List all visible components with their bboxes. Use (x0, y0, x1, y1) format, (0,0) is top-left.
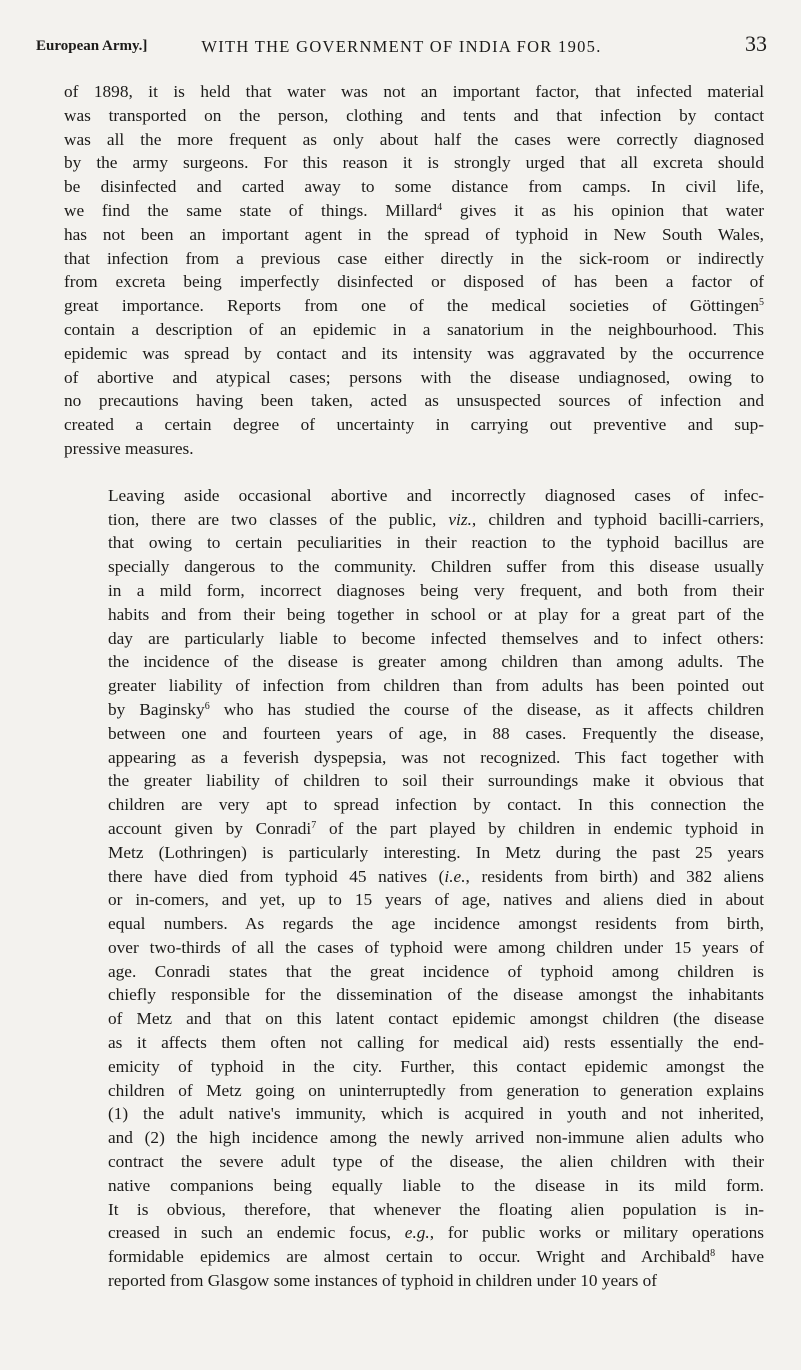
text-line: we find the same state of things. Millard$^4$ gives it as his opinion that water (64, 200, 764, 220)
text-line: It is obvious, therefore, that whenever the floating alien population is in- (108, 1199, 764, 1219)
text-line: from excreta being imperfectly disinfected or disposed of has been a factor of (64, 272, 764, 292)
text-line: between one and fourteen years of age, in 88 cases. Frequently the disease, (108, 723, 764, 743)
text-line: was all the more frequent as only about half the cases were correctly diagnosed (64, 129, 764, 149)
text-line: equal numbers. As regards the age incidence amongst residents from birth, (108, 914, 764, 934)
text-line: specially dangerous to the community. Children suffer from this disease usually (108, 557, 764, 577)
text-line: the greater liability of children to soil their surroundings make it obvious that (108, 771, 764, 791)
text-line: by the army surgeons. For this reason it is strongly urged that all excreta should (64, 153, 764, 173)
text-line: of abortive and atypical cases; persons with the disease undiagnosed, owing to (64, 367, 764, 387)
text-line: that infection from a previous case either directly in the sick-room or indirectly (64, 248, 764, 268)
paragraph-1 (64, 80, 764, 461)
text-line: Metz (Lothringen) is particularly interesting. In Metz during the past 25 years (108, 842, 764, 862)
page-number: 33 (745, 31, 767, 56)
text-line: formidable epidemics are almost certain to occur. Wright and Archibald$^8$ have (108, 1247, 764, 1267)
text-line: and (2) the high incidence among the newly arrived non-immune alien adults who (108, 1128, 764, 1148)
text-line: tion, there are two classes of the public, viz., children and typhoid bacilli-carriers, (108, 509, 764, 529)
text-line: as it affects them often not calling for medical aid) rests essentially the end- (108, 1033, 764, 1053)
text-line: account given by Conradi$^7$ of the part played by children in endemic typhoid in (108, 818, 764, 838)
text-line: that owing to certain peculiarities in their reaction to the typhoid bacillus are (108, 533, 764, 553)
text-line: chiefly responsible for the dissemination of the disease amongst the inhabitants (108, 985, 764, 1005)
text-line: Leaving aside occasional abortive and incorrectly diagnosed cases of infec- (108, 485, 764, 505)
text-line: created a certain degree of uncertainty in carrying out preventive and sup- (64, 415, 764, 435)
text-line: reported from Glasgow some instances of typhoid in children under 10 years of (108, 1271, 658, 1291)
text-line: over two-thirds of all the cases of typhoid were among children under 15 years of (108, 937, 764, 957)
text-line: children are very apt to spread infection by contact. In this connection the (108, 795, 764, 815)
text-line: there have died from typhoid 45 natives (i.e., residents from birth) and 382 aliens (108, 866, 764, 886)
text-line: creased in such an endemic focus, e.g., for public works or military operations (108, 1223, 764, 1243)
text-line: emicity of typhoid in the city. Further, this contact epidemic amongst the (108, 1056, 764, 1076)
text-line: be disinfected and carted away to some distance from camps. In civil life, (64, 177, 764, 197)
text-line: epidemic was spread by contact and its intensity was aggravated by the occurrence (64, 343, 764, 363)
text-line: has not been an important agent in the spread of typhoid in New South Wales, (64, 224, 764, 244)
text-line: contract the severe adult type of the disease, the alien children with their (108, 1152, 764, 1172)
text-line: native companions being equally liable to the disease in its mild form. (108, 1175, 764, 1195)
text-line: great importance. Reports from one of the medical societies of Göttingen$^5$ (64, 296, 764, 316)
text-line: no precautions having been taken, acted as unsuspected sources of infection and (64, 391, 764, 411)
text-line: or in-comers, and yet, up to 15 years of age, natives and aliens died in about (108, 890, 764, 910)
header-section-label: European Army.] (36, 38, 148, 54)
running-header (36, 28, 767, 58)
text-line: by Baginsky$^6$ who has studied the course of the disease, as it affects children (108, 699, 765, 719)
text-line: was transported on the person, clothing and tents and that infection by contact (64, 105, 764, 125)
text-line: the incidence of the disease is greater among children than among adults. The (108, 652, 764, 672)
text-line: in a mild form, incorrect diagnoses being very frequent, and both from their (108, 580, 764, 600)
text-line: age. Conradi states that the great incidence of typhoid among children is (108, 961, 764, 981)
paragraph-2 (64, 484, 764, 1293)
body-text (64, 80, 764, 1293)
text-line: children of Metz going on uninterruptedly from generation to generation explains (108, 1080, 764, 1100)
header-title: WITH THE GOVERNMENT OF INDIA FOR 1905. (201, 37, 602, 56)
text-line: pressive measures. (64, 438, 194, 458)
text-line: contain a description of an epidemic in a sanatorium in the neighbourhood. This (64, 319, 764, 339)
text-line: (1) the adult native's immunity, which is acquired in youth and not inherited, (108, 1104, 764, 1124)
text-line: habits and from their being together in school or at play for a great part of the (108, 604, 764, 624)
text-line: appearing as a feverish dyspepsia, was not recognized. This fact together with (108, 747, 764, 767)
text-line: of Metz and that on this latent contact epidemic amongst children (the disease (108, 1009, 764, 1029)
text-line: day are particularly liable to become infected themselves and to infect others: (108, 628, 764, 648)
text-line: greater liability of infection from children than from adults has been pointed out (108, 676, 764, 696)
text-line: of 1898, it is held that water was not an important factor, that infected material (64, 82, 764, 101)
